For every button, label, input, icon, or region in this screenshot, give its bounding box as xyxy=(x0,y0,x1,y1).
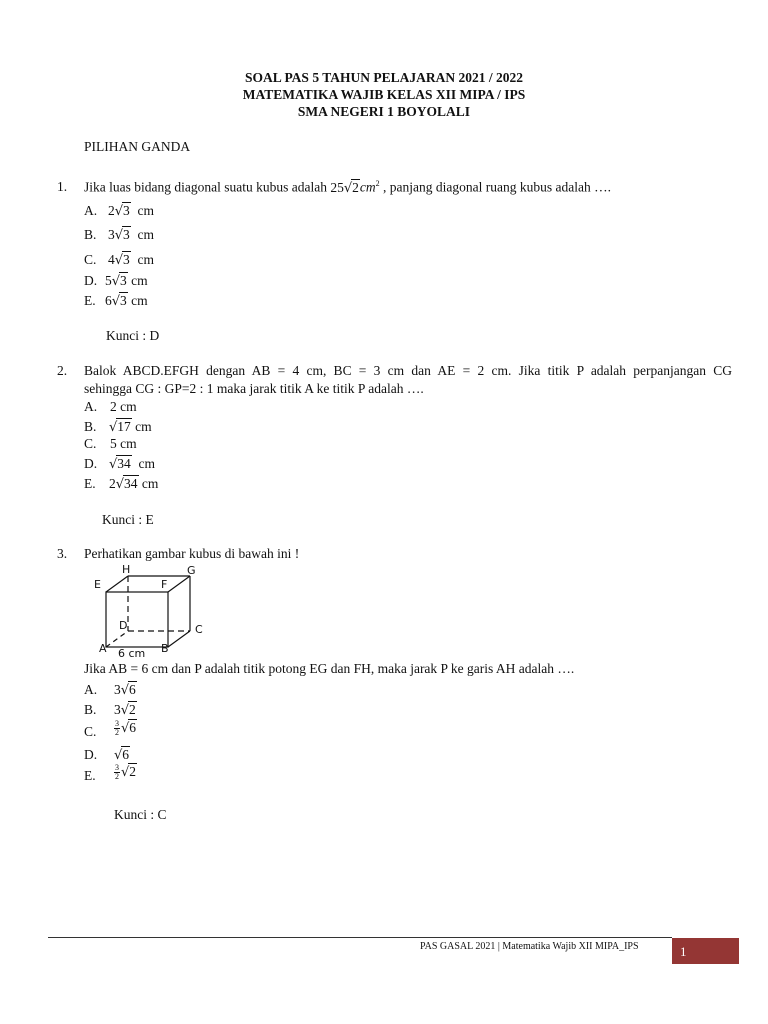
option-value: 2√34 cm xyxy=(109,476,159,492)
answer-key: Kunci : D xyxy=(106,328,160,343)
question-number: 1. xyxy=(57,179,68,194)
option-value: 6√3 cm xyxy=(105,293,148,309)
doc-title-line-1: SOAL PAS 5 TAHUN PELAJARAN 2021 / 2022 xyxy=(245,70,523,85)
question-number: 2. xyxy=(57,363,68,378)
cube-vertex-label: E xyxy=(94,578,101,591)
question-number: 3. xyxy=(57,546,68,561)
question-text-cont: Jika AB = 6 cm dan P adalah titik potong EG dan FH, maka jarak P ke garis AH adalah …. xyxy=(84,661,575,676)
doc-title-line-2: MATEMATIKA WAJIB KELAS XII MIPA / IPS xyxy=(242,87,526,102)
option-value: 3√2 xyxy=(114,702,136,718)
option-letter: B. xyxy=(84,227,97,242)
option-letter: E. xyxy=(84,476,96,491)
option-value: $\frac{3}{2}$ √2 xyxy=(115,763,137,782)
footer-rule xyxy=(48,937,672,938)
option-letter: E. xyxy=(84,768,96,783)
section-title: PILIHAN GANDA xyxy=(84,139,191,154)
option-letter: C. xyxy=(84,252,97,267)
option-value: 3√3 cm xyxy=(108,227,155,243)
option-value: 5 cm xyxy=(110,436,137,451)
option-letter: B. xyxy=(84,702,97,717)
option-letter: D. xyxy=(84,273,98,288)
option-value: 5√3 cm xyxy=(105,273,148,289)
option-value: √6 xyxy=(114,747,130,763)
option-letter: A. xyxy=(84,682,98,697)
option-letter: D. xyxy=(84,456,98,471)
question-text-cont: sehingga CG : GP=2 : 1 maka jarak titik A ke titik P adalah …. xyxy=(84,381,424,396)
option-value: √17 cm xyxy=(109,419,152,435)
option-letter: E. xyxy=(84,293,96,308)
page-number: 1 xyxy=(680,944,687,959)
option-letter: C. xyxy=(84,436,97,451)
option-letter: A. xyxy=(84,399,98,414)
area-expression: 25√2 xyxy=(330,179,359,196)
option-value: 2√3 cm xyxy=(108,203,155,219)
cube-vertex-label: B xyxy=(161,642,169,655)
option-value: 3√6 xyxy=(114,682,136,698)
question-text: Perhatikan gambar kubus di bawah ini ! xyxy=(84,546,300,561)
option-letter: D. xyxy=(84,747,98,762)
question-text: Jika luas bidang diagonal suatu kubus adalah $25√2cm^2$ , panjang diagonal ruang kubus adalah …. xyxy=(84,179,611,196)
doc-title-line-3: SMA NEGERI 1 BOYOLALI xyxy=(297,104,471,119)
question-text: Balok ABCD.EFGH dengan AB = 4 cm, BC = 3 cm dan AE = 2 cm. Jika titik P adalah perpanjangan CG xyxy=(84,363,732,378)
footer-text: PAS GASAL 2021 | Matematika Wajib XII MIPA_IPS xyxy=(420,941,639,952)
cube-figure xyxy=(90,562,220,662)
cube-vertex-label: A xyxy=(99,642,107,655)
cube-vertex-label: C xyxy=(195,623,203,636)
option-value: √34 cm xyxy=(109,456,156,472)
cube-vertex-label: F xyxy=(161,578,168,591)
cube-vertex-label: D xyxy=(119,619,128,632)
option-value: $\frac{3}{2}$ √6 xyxy=(115,719,137,738)
answer-key: Kunci : E xyxy=(102,512,154,527)
answer-key: Kunci : C xyxy=(114,807,167,822)
option-value: 4√3 cm xyxy=(108,252,155,268)
option-letter: A. xyxy=(84,203,98,218)
option-letter: C. xyxy=(84,724,97,739)
cube-edge-label: 6 cm xyxy=(118,647,146,660)
option-value: 2 cm xyxy=(110,399,137,414)
option-letter: B. xyxy=(84,419,97,434)
cube-vertex-label: H xyxy=(122,563,131,576)
cube-vertex-label: G xyxy=(187,564,196,577)
